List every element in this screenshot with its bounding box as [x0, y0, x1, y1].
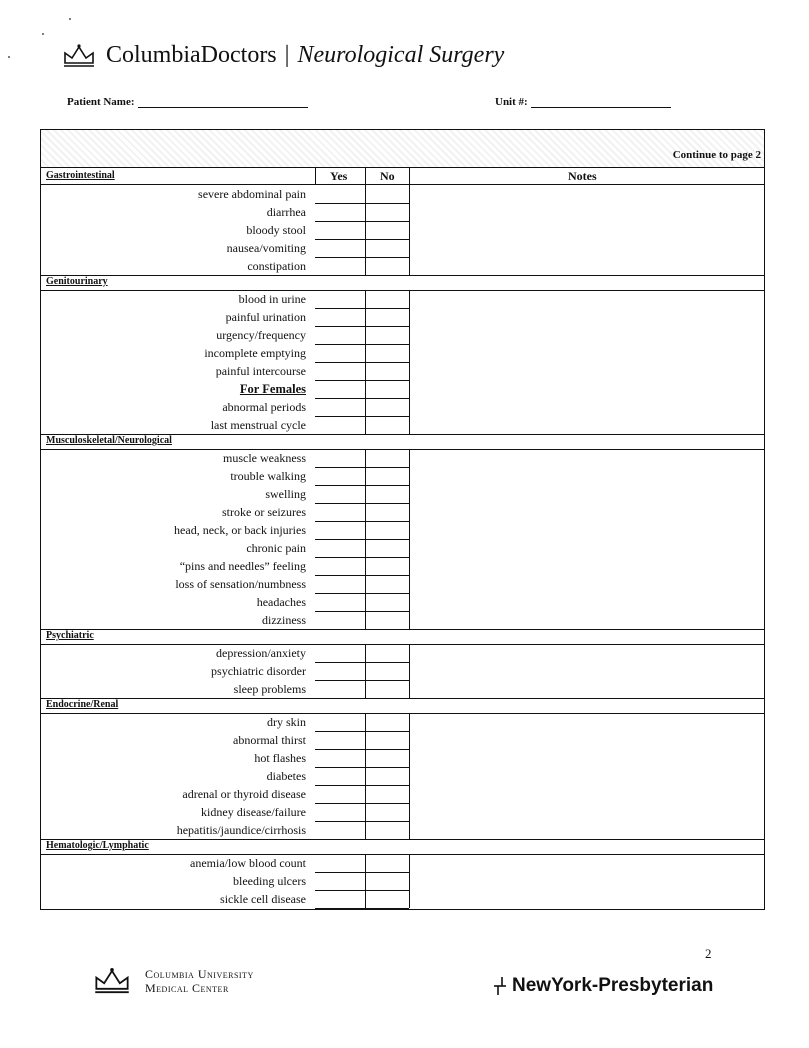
yes-answer-cell[interactable]: [316, 344, 365, 362]
review-of-systems-form: [40, 129, 765, 910]
no-answer-cell[interactable]: [366, 557, 409, 575]
symptom-label: dizziness: [262, 613, 306, 627]
no-answer-cell[interactable]: [366, 380, 409, 398]
yes-answer-cell[interactable]: [316, 539, 365, 557]
symptom-label: hot flashes: [254, 751, 306, 765]
symptom-label: abnormal thirst: [233, 733, 306, 747]
no-answer-cell[interactable]: [366, 803, 409, 821]
yes-no-divider: [365, 644, 366, 698]
section-title: Endocrine/Renal: [46, 699, 119, 710]
section-title: Gastrointestinal: [46, 170, 115, 181]
symptom-label: nausea/vomiting: [226, 241, 306, 255]
no-answer-cell[interactable]: [366, 593, 409, 611]
patient-name-field[interactable]: [67, 96, 308, 108]
shaded-banner: [41, 130, 764, 168]
yes-answer-cell[interactable]: [316, 872, 365, 890]
symptom-label: sickle cell disease: [220, 892, 306, 906]
no-answer-cell[interactable]: [366, 890, 409, 908]
no-answer-cell[interactable]: [366, 449, 409, 467]
no-answer-cell[interactable]: [366, 308, 409, 326]
speck: [42, 33, 44, 35]
yes-answer-cell[interactable]: [316, 221, 365, 239]
section-title: Genitourinary: [46, 276, 108, 287]
no-answer-cell[interactable]: [366, 290, 409, 308]
nyp-mark-icon: [492, 975, 508, 997]
no-answer-cell[interactable]: [366, 821, 409, 839]
no-answer-cell[interactable]: [366, 467, 409, 485]
symptom-label: trouble walking: [230, 469, 306, 483]
yes-no-divider: [365, 713, 366, 839]
symptom-label: painful intercourse: [215, 364, 306, 378]
no-answer-cell[interactable]: [366, 344, 409, 362]
no-answer-cell[interactable]: [366, 257, 409, 275]
no-answer-cell[interactable]: [366, 662, 409, 680]
unit-number-field[interactable]: [495, 96, 671, 108]
unit-number-blank[interactable]: [531, 96, 671, 108]
yes-answer-cell[interactable]: [316, 803, 365, 821]
nyp-footer-logo: [492, 975, 713, 997]
section-title: Hematologic/Lymphatic: [46, 840, 149, 851]
symptom-label: severe abdominal pain: [198, 187, 306, 201]
symptom-label: depression/anxiety: [216, 646, 306, 660]
symptom-label: swelling: [265, 487, 306, 501]
no-answer-cell[interactable]: [366, 713, 409, 731]
speck: [69, 18, 71, 20]
header-divider: [365, 167, 366, 184]
yes-answer-cell[interactable]: [316, 767, 365, 785]
yes-answer-cell[interactable]: [316, 257, 365, 275]
yes-answer-cell[interactable]: [316, 611, 365, 629]
section-rule: [40, 275, 765, 276]
no-answer-cell[interactable]: [366, 680, 409, 698]
no-answer-cell[interactable]: [366, 872, 409, 890]
nyp-name: NewYork-Presbyterian: [512, 975, 714, 996]
symptom-label: urgency/frequency: [216, 328, 306, 342]
yes-answer-cell[interactable]: [316, 326, 365, 344]
answer-rule: [315, 908, 409, 909]
no-answer-cell[interactable]: [366, 485, 409, 503]
section-rule: [40, 698, 765, 699]
symptom-label: muscle weakness: [223, 451, 306, 465]
yes-answer-cell[interactable]: [316, 644, 365, 662]
notes-area[interactable]: [410, 290, 764, 434]
symptom-label: bleeding ulcers: [233, 874, 306, 888]
page-number: 2: [705, 946, 712, 961]
symptom-label: psychiatric disorder: [211, 664, 306, 678]
cu-name-line2: Medical Center: [145, 981, 229, 995]
no-answer-cell[interactable]: [366, 326, 409, 344]
crown-icon: [93, 966, 131, 996]
symptom-label: diarrhea: [266, 205, 306, 219]
yes-answer-cell[interactable]: [316, 890, 365, 908]
no-answer-cell[interactable]: [366, 749, 409, 767]
yes-answer-cell[interactable]: [316, 398, 365, 416]
no-answer-cell[interactable]: [366, 575, 409, 593]
symptom-label: stroke or seizures: [222, 505, 306, 519]
section-rule: [40, 629, 765, 630]
symptom-label: anemia/low blood count: [190, 856, 306, 870]
symptom-label: sleep problems: [233, 682, 306, 696]
yes-answer-cell[interactable]: [316, 416, 365, 434]
yes-answer-cell[interactable]: [316, 680, 365, 698]
symptom-label: For Females: [239, 382, 306, 396]
no-answer-cell[interactable]: [366, 731, 409, 749]
yes-no-divider: [365, 449, 366, 629]
header-top-rule: [40, 167, 765, 168]
notes-area[interactable]: [410, 713, 764, 839]
brand-name: ColumbiaDoctors: [106, 42, 277, 68]
no-answer-cell[interactable]: [366, 611, 409, 629]
yes-answer-cell[interactable]: [316, 785, 365, 803]
yes-answer-cell[interactable]: [316, 521, 365, 539]
symptom-label: diabetes: [266, 769, 306, 783]
notes-area[interactable]: [410, 854, 764, 908]
yes-answer-cell[interactable]: [316, 749, 365, 767]
no-answer-cell[interactable]: [366, 221, 409, 239]
symptom-label: hepatitis/jaundice/cirrhosis: [176, 823, 306, 837]
header-divider: [315, 167, 316, 184]
yes-answer-cell[interactable]: [316, 239, 365, 257]
yes-answer-cell[interactable]: [316, 308, 365, 326]
patient-name-label: Patient Name:: [67, 96, 135, 108]
symptom-label: loss of sensation/numbness: [175, 577, 306, 591]
no-answer-cell[interactable]: [366, 767, 409, 785]
yes-no-divider: [365, 290, 366, 434]
notes-area[interactable]: [410, 449, 764, 629]
yes-answer-cell[interactable]: [316, 449, 365, 467]
yes-answer-cell[interactable]: [316, 290, 365, 308]
symptom-label: last menstrual cycle: [210, 418, 306, 432]
symptom-label: bloody stool: [246, 223, 306, 237]
no-answer-cell[interactable]: [366, 185, 409, 203]
no-answer-cell[interactable]: [366, 416, 409, 434]
yes-answer-cell[interactable]: [316, 731, 365, 749]
no-answer-cell[interactable]: [366, 362, 409, 380]
symptom-label: “pins and needles” feeling: [179, 559, 306, 573]
header-separator: |: [284, 42, 290, 68]
yes-no-divider: [365, 185, 366, 275]
yes-answer-cell[interactable]: [316, 854, 365, 872]
columbia-footer-logo: [93, 966, 254, 996]
symptom-label: dry skin: [267, 715, 306, 729]
no-answer-cell[interactable]: [366, 644, 409, 662]
symptom-label: headaches: [256, 595, 306, 609]
section-title: Musculoskeletal/Neurological: [46, 435, 172, 446]
symptom-label: incomplete emptying: [204, 346, 306, 360]
yes-answer-cell[interactable]: [316, 557, 365, 575]
no-answer-cell[interactable]: [366, 521, 409, 539]
yes-answer-cell[interactable]: [316, 821, 365, 839]
notes-area[interactable]: [410, 644, 764, 698]
no-answer-cell[interactable]: [366, 539, 409, 557]
yes-answer-cell[interactable]: [316, 713, 365, 731]
yes-no-divider: [365, 854, 366, 908]
header-divider: [409, 167, 410, 184]
no-answer-cell[interactable]: [366, 203, 409, 221]
no-answer-cell[interactable]: [366, 785, 409, 803]
symptom-label: painful urination: [225, 310, 306, 324]
no-answer-cell[interactable]: [366, 503, 409, 521]
header: [62, 42, 504, 69]
continue-note: Continue to page 2: [672, 149, 761, 161]
yes-answer-cell[interactable]: [316, 662, 365, 680]
symptom-label: kidney disease/failure: [201, 805, 306, 819]
yes-answer-cell[interactable]: [316, 203, 365, 221]
yes-column-header: Yes: [330, 169, 348, 183]
symptom-label: chronic pain: [246, 541, 306, 555]
speck: [8, 56, 10, 58]
no-column-header: No: [380, 169, 395, 183]
symptom-label: head, neck, or back injuries: [174, 523, 306, 537]
symptom-label: adrenal or thyroid disease: [182, 787, 306, 801]
patient-name-blank[interactable]: [138, 96, 308, 108]
no-answer-cell[interactable]: [366, 398, 409, 416]
symptom-label: constipation: [247, 259, 306, 273]
crown-icon: [62, 43, 96, 69]
symptom-label: blood in urine: [238, 292, 306, 306]
yes-answer-cell[interactable]: [316, 593, 365, 611]
yes-answer-cell[interactable]: [316, 185, 365, 203]
symptom-label: abnormal periods: [222, 400, 306, 414]
yes-answer-cell[interactable]: [316, 467, 365, 485]
yes-answer-cell[interactable]: [316, 380, 365, 398]
yes-answer-cell[interactable]: [316, 362, 365, 380]
section-title: Psychiatric: [46, 630, 94, 641]
department-name: Neurological Surgery: [297, 42, 505, 68]
yes-answer-cell[interactable]: [316, 485, 365, 503]
notes-area[interactable]: [410, 185, 764, 275]
no-answer-cell[interactable]: [366, 239, 409, 257]
cu-name-line1: Columbia University: [145, 967, 254, 981]
unit-number-label: Unit #:: [495, 96, 528, 108]
yes-answer-cell[interactable]: [316, 575, 365, 593]
no-answer-cell[interactable]: [366, 854, 409, 872]
yes-answer-cell[interactable]: [316, 503, 365, 521]
notes-column-header: Notes: [568, 169, 597, 183]
